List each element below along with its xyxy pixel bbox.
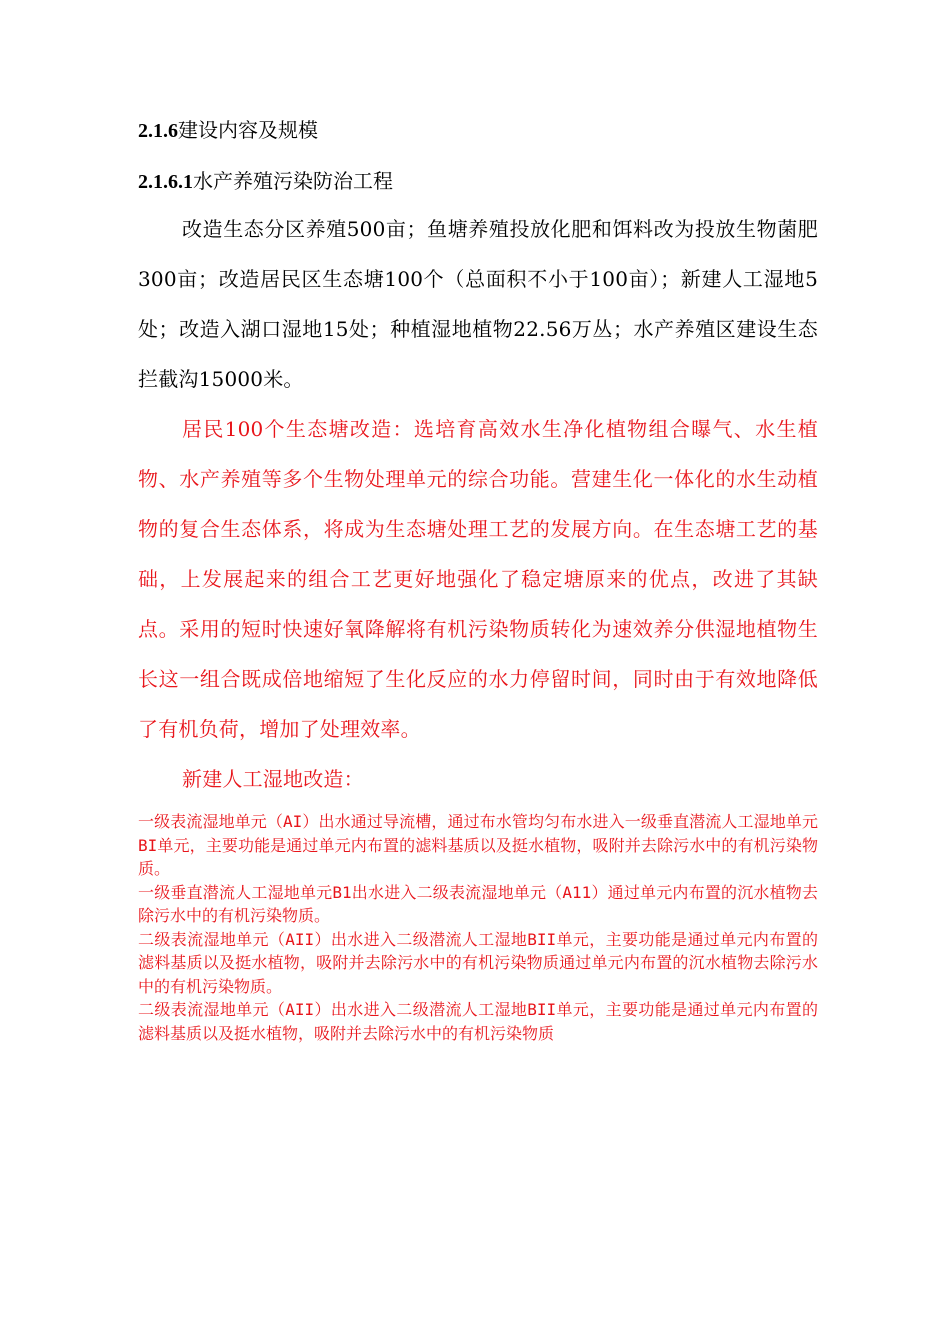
- document-content: [138, 112, 818, 1045]
- summary-paragraph: 改造生态分区养殖500亩；鱼塘养殖投放化肥和饵料改为投放生物菌肥300亩；改造居民区生态塘100个（总面积不小于100亩）；新建人工湿地5处；改造入湖口湿地15处；种植湿地植物22.56万丛；水产养殖区建设生态拦截沟15000米。: [138, 217, 818, 391]
- wetland-step: 一级垂直潜流人工湿地单元B1出水进入二级表流湿地单元（A11）通过单元内布置的沉水植物去除污水中的有机污染物质。: [138, 882, 818, 925]
- wetland-steps-list: [138, 810, 818, 1045]
- wetland-title-paragraph: 新建人工湿地改造：: [182, 767, 364, 791]
- section-title: 建设内容及规模: [178, 118, 318, 142]
- wetland-step: 二级表流湿地单元（AII）出水进入二级潜流人工湿地BII单元，主要功能是通过单元内布置的滤料基质以及挺水植物，吸附并去除污水中的有机污染物质: [138, 1000, 818, 1043]
- subsection-title: 水产养殖污染防治工程: [193, 169, 393, 193]
- pond-renovation-paragraph: 居民100个生态塘改造：选培育高效水生净化植物组合曝气、水生植物、水产养殖等多个生物处理单元的综合功能。营建生化一体化的水生动植物的复合生态体系，将成为生态塘处理工艺的发展方向。在生态塘工艺的基础，上发展起来的组合工艺更好地强化了稳定塘原来的优点，改进了其缺点。采用的短时快速好氧降解将有机污染物质转化为速效养分供湿地植物生长这一组合既成倍地缩短了生化反应的水力停留时间，同时由于有效地降低了有机负荷，增加了处理效率。: [138, 417, 818, 741]
- subsection-heading-2-1-6-1: [138, 163, 818, 200]
- subsection-number: 2.1.6.1: [138, 171, 193, 193]
- section-heading-2-1-6: [138, 112, 818, 149]
- section-number: 2.1.6: [138, 120, 178, 142]
- wetland-step: 二级表流湿地单元（AII）出水进入二级潜流人工湿地BII单元，主要功能是通过单元内布置的滤料基质以及挺水植物，吸附并去除污水中的有机污染物质通过单元内布置的沉水植物去除污水中的有机污染物质。: [138, 929, 818, 996]
- wetland-step: 一级表流湿地单元（AI）出水通过导流槽，通过布水管均匀布水进入一级垂直潜流人工湿地单元BI单元，主要功能是通过单元内布置的滤料基质以及挺水植物，吸附并去除污水中的有机污染物质。: [138, 812, 818, 878]
